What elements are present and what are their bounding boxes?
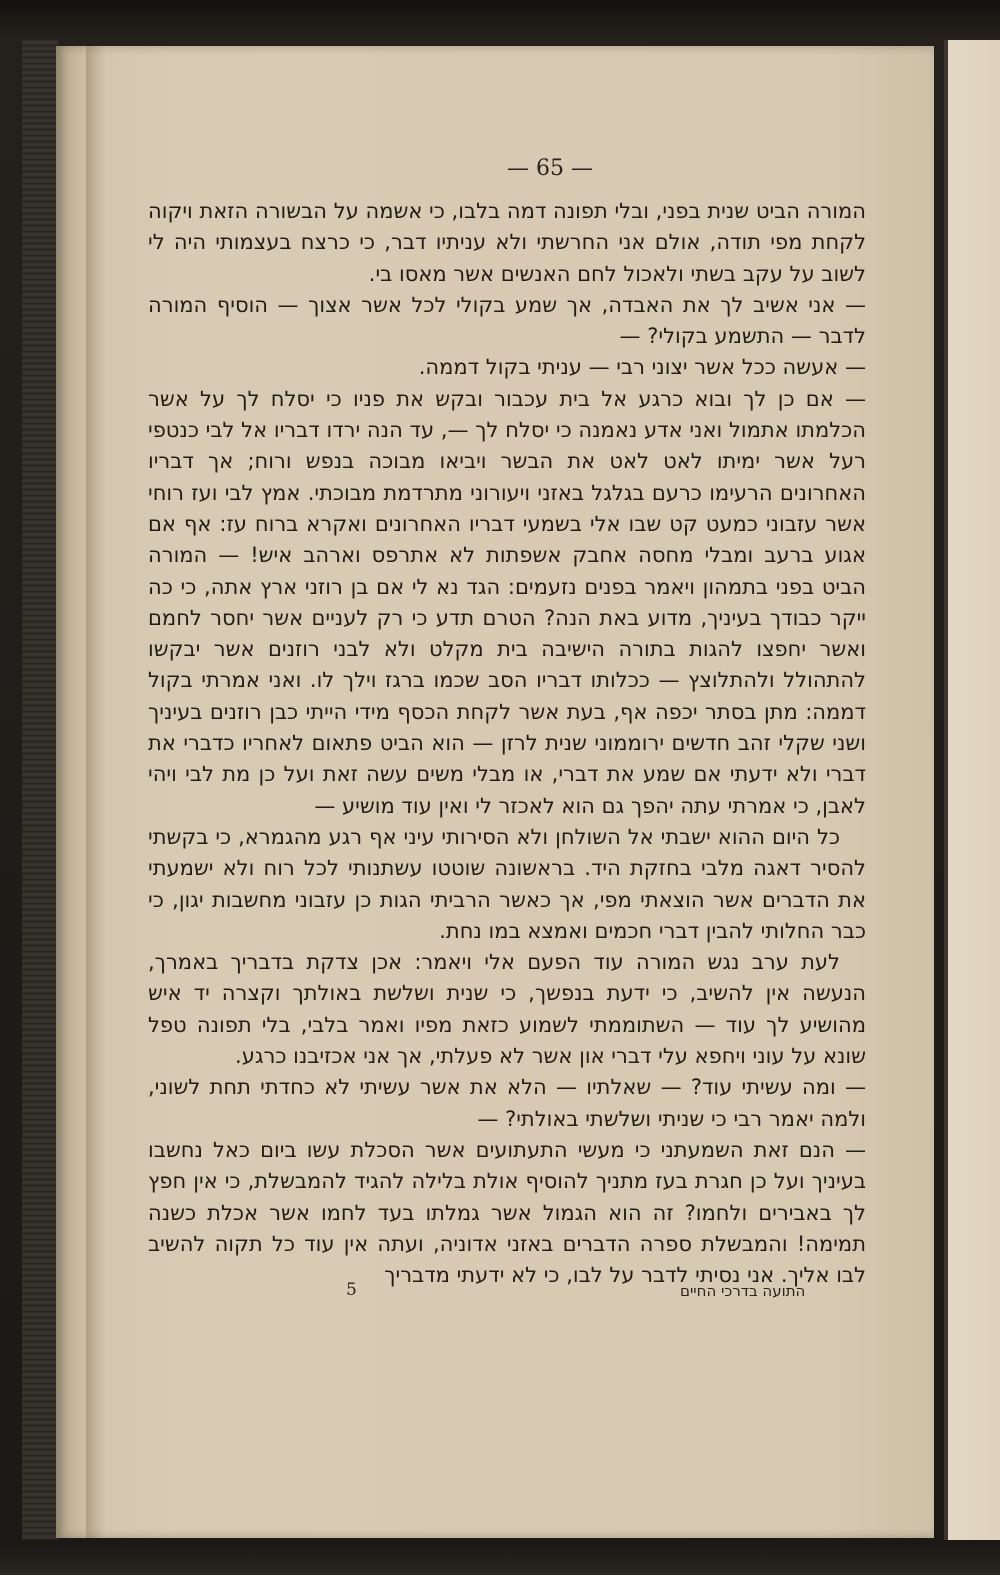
body-text bbox=[148, 196, 866, 1291]
book-cover-edge bbox=[22, 40, 58, 1540]
next-page-edge bbox=[944, 40, 1000, 1540]
paragraph: — הנם זאת השמעתני כי מעשי התעתועים אשר הסכלת עשו ביום כאל נחשבו בעיניך ועל כן חגרת בעז מתניך להוסיף אולת בלילה להגיד להמבשלת, כי אין חפץ לך באבירים ולחמו? זה הוא הגמול אשר גמלתו בעד לחמו אשר אכלת כשנה תמימה! והמבשלת ספרה הדברים באזני אדוניה, ועתה אין עוד כל תקוה להשיב לבו אליך. אני נסיתי לדבר על לבו, כי לא ידעתי מדבריך bbox=[148, 1137, 866, 1288]
running-title: התועה בדרכי החיים bbox=[680, 1282, 806, 1300]
page-number: — 65 — bbox=[507, 156, 593, 181]
paragraph: — אני אשיב לך את האבדה, אך שמע בקולי לכל אשר אצוך — הוסיף המורה לדבר — התשמע בקולי? — bbox=[148, 292, 866, 349]
paragraph: — ומה עשיתי עוד? — שאלתיו — הלא את אשר עשיתי לא כחדתי תחת לשוני, ולמה יאמר רבי כי שניתי ושלשתי באולתי? — bbox=[148, 1075, 866, 1131]
paragraph: כל היום ההוא ישבתי אל השולחן ולא הסירותי עיני אף רגע מהגמרא, כי בקשתי להסיר דאגה מלבי בחזקת היד. בראשונה שוטטו עשתנותי לכל רוח ולא ישמעתי את הדברים אשר הוצאתי מפי, אך כאשר הרביתי הגות כן עזבוני מחשבות יגון, כי כבר החלותי להבין דברי חכמים ואמצא במו נחת. bbox=[148, 824, 866, 943]
paragraph: — אעשה ככל אשר יצוני רבי — עניתי בקול דממה. bbox=[418, 355, 866, 380]
signature-mark: 5 bbox=[346, 1280, 357, 1300]
paragraph: המורה הביט שנית בפני, ובלי תפונה דמה בלבו, כי אשמה על הבשורה הזאת ויקוה לקחת מפי תודה, אולם אני החרשתי ולא עניתיו דבר, כי כרצח בעצמותי היה לי לשוב על עקב בשתי ולאכול לחם האנשים אשר מאסו בי. bbox=[148, 199, 866, 286]
page-footer bbox=[148, 1280, 866, 1306]
paragraph: — אם כן לך ובוא כרגע אל בית עכבור ובקש את פניו כי יסלח לך על אשר הכלמתו אתמול ואני אדע נאמנה כי יסלח לך —, עד הנה ירדו דבריו אל לבי כנטפי רעל אשר ימיתו לאט לאט את הבשר ויביאו מבוכה בנפש ורוח; אך דבריו האחרונים הרעימו כרעם בגלגל באזני ויעורוני מתרדמת מבוכתי. אמץ לבי ועז רוחי אשר עזבוני כמעט קט שבו אלי בשמעי דבריו האחרונים ואקרא ברוח עז: אף אם אגוע ברעב ומבלי מחסה אחבק אשפתות לא אתרפס וארהב איש! — המורה הביט בפני בתמהון ויאמר בפנים נזעמים: הגד נא לי אם בן רוזני ארץ אתה, כי כה ייקר כבודך בעיניך, מדוע באת הנה? הטרם תדע כי רק לעניים אשר יחסר לחמם ואשר יחפצו להגות בתורה הישיבה בית מקלט ולא לבני רוזנים אשר יבקשו להתהולל ולהתלוצץ — ככלותו דבריו הסב שכמו ברגז וילך לו. ואני אמרתי בקול דממה: מתן בסתר יכפה אף, בעת אשר לקחת הכסף מידי הייתי כבן רוזנים בעיניך ושני שקלי זהב חדשים ירוממוני שנית לרזן — הוא הביט פתאום לאחריו כדברי את דברי ולא ידעתי אם שמע את דברי, או מבלי משים עשה זאת ועל כן מת לבי ויהי לאבן, כי אמרתי עתה יהפך גם הוא לאכזר לי ואין עוד מושיע — bbox=[148, 386, 866, 818]
page-gutter-shadow bbox=[86, 46, 106, 1538]
paragraph: לעת ערב נגש המורה עוד הפעם אלי ויאמר: אכן צדקת בדבריך באמרך, הנעשה אין להשיב, כי ידעת בנפשך, כי שנית ושלשת באולתך וקצרה יד איש מהושיע לך עוד — השתוממתי לשמוע כזאת מפיו ואמר בלבי, בלי תפונה טפל שונא על עוני ויחפא עלי דברי און אשר לא פעלתי, אך אני אכזיבנו כרגע. bbox=[148, 950, 866, 1069]
